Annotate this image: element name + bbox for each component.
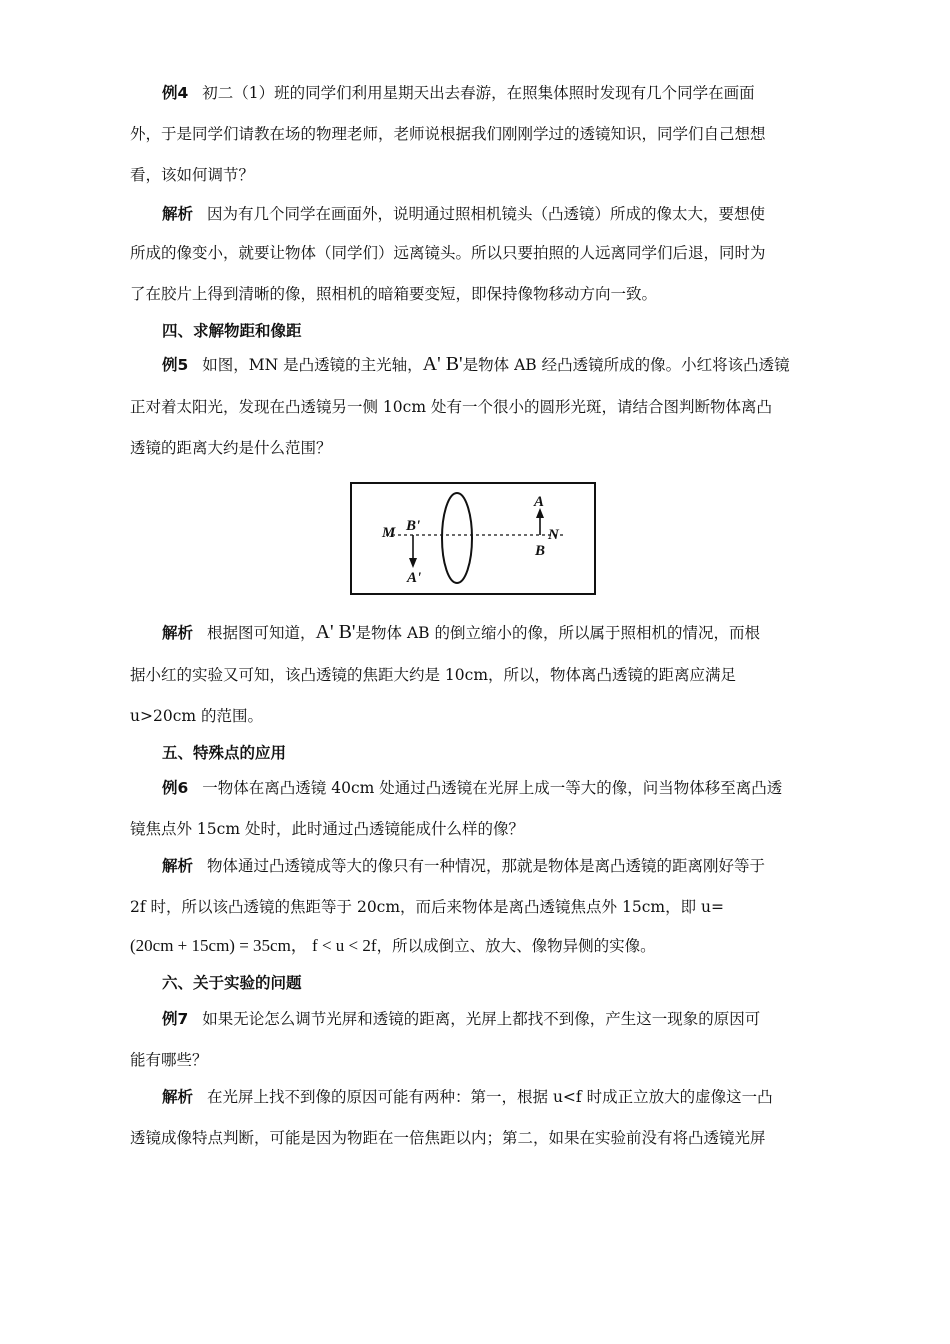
label-a-prime: A' xyxy=(407,570,422,586)
analysis-6-line-1: 解析 物体通过凸透镜成等大的像只有一种情况，那就是物体是离凸透镜的距离刚好等于 xyxy=(162,857,766,875)
label-b-prime: B' xyxy=(406,518,421,534)
example-6-line-1: 例6 一物体在离凸透镜 40cm 处通过凸透镜在光屏上成一等大的像，问当物体移至离凸透 xyxy=(162,779,783,797)
analysis-4-line-3: 了在胶片上得到清晰的像，照相机的暗箱要变短，即保持像物移动方向一致。 xyxy=(130,285,658,303)
example-5-line-3: 透镜的距离大约是什么范围？ xyxy=(130,439,332,457)
label-a: A xyxy=(534,494,545,510)
example-4-line-2: 外，于是同学们请教在场的物理老师，老师说根据我们刚刚学过的透镜知识，同学们自己想想 xyxy=(130,125,766,143)
analysis-7-line-1: 解析 在光屏上找不到像的原因可能有两种：第一，根据 u<f 时成正立放大的虚像这一凸 xyxy=(162,1088,773,1106)
section-heading-5: 五、特殊点的应用 xyxy=(162,744,287,762)
section-heading-6: 六、关于实验的问题 xyxy=(162,974,302,992)
example-5-line-2: 正对着太阳光，发现在凸透镜另一侧 10cm 处有一个很小的圆形光斑，请结合图判断物体离凸 xyxy=(130,398,772,416)
image-symbol: A' B' xyxy=(315,621,356,643)
example-5-line-1: 例5 如图，MN 是凸透镜的主光轴，A' B'是物体 AB 经凸透镜所成的像。小红将该凸透镜 xyxy=(162,353,790,375)
example-4-line-3: 看，该如何调节？ xyxy=(130,166,255,184)
example-label: 例4 xyxy=(162,84,189,102)
image-symbol: A' B' xyxy=(422,353,463,375)
label-n: N xyxy=(548,527,559,543)
lens-diagram xyxy=(350,482,596,595)
analysis-label: 解析 xyxy=(162,624,194,642)
analysis-5-line-2: 据小红的实验又可知，该凸透镜的焦距大约是 10cm，所以，物体离凸透镜的距离应满足 xyxy=(130,666,737,684)
analysis-5-line-3: u>20cm 的范围。 xyxy=(130,707,263,725)
formula: (20cm + 15cm) = 35cm， f < u < 2f xyxy=(130,936,377,955)
analysis-label: 解析 xyxy=(162,205,194,223)
section-heading-4: 四、求解物距和像距 xyxy=(162,322,302,340)
analysis-label: 解析 xyxy=(162,857,194,875)
example-label: 例7 xyxy=(162,1010,189,1028)
analysis-7-line-2: 透镜成像特点判断，可能是因为物距在一倍焦距以内；第二，如果在实验前没有将凸透镜光屏 xyxy=(130,1129,766,1147)
analysis-label: 解析 xyxy=(162,1088,194,1106)
analysis-4-line-2: 所成的像变小，就要让物体（同学们）远离镜头。所以只要拍照的人远离同学们后退，同时为 xyxy=(130,244,766,262)
label-b: B xyxy=(535,543,546,559)
analysis-5-line-1: 解析 根据图可知道，A' B'是物体 AB 的倒立缩小的像，所以属于照相机的情况，而根 xyxy=(162,621,760,643)
example-label: 例5 xyxy=(162,356,189,374)
example-label: 例6 xyxy=(162,779,189,797)
analysis-6-line-3: (20cm + 15cm) = 35cm， f < u < 2f，所以成倒立、放大、像物异侧的实像。 xyxy=(130,936,656,955)
analysis-4-line-1: 解析 因为有几个同学在画面外，说明通过照相机镜头（凸透镜）所成的像太大，要想使 xyxy=(162,205,766,223)
example-6-line-2: 镜焦点外 15cm 处时，此时通过凸透镜能成什么样的像？ xyxy=(130,820,524,838)
example-4-line-1: 例4 初二（1）班的同学们利用星期天出去春游，在照集体照时发现有几个同学在画面 xyxy=(162,84,755,102)
example-7-line-2: 能有哪些？ xyxy=(130,1051,208,1069)
analysis-6-line-2: 2f 时，所以该凸透镜的焦距等于 20cm，而后来物体是离凸透镜焦点外 15cm，即 u= xyxy=(130,898,724,916)
label-m: M xyxy=(382,525,396,541)
example-7-line-1: 例7 如果无论怎么调节光屏和透镜的距离，光屏上都找不到像，产生这一现象的原因可 xyxy=(162,1010,761,1028)
